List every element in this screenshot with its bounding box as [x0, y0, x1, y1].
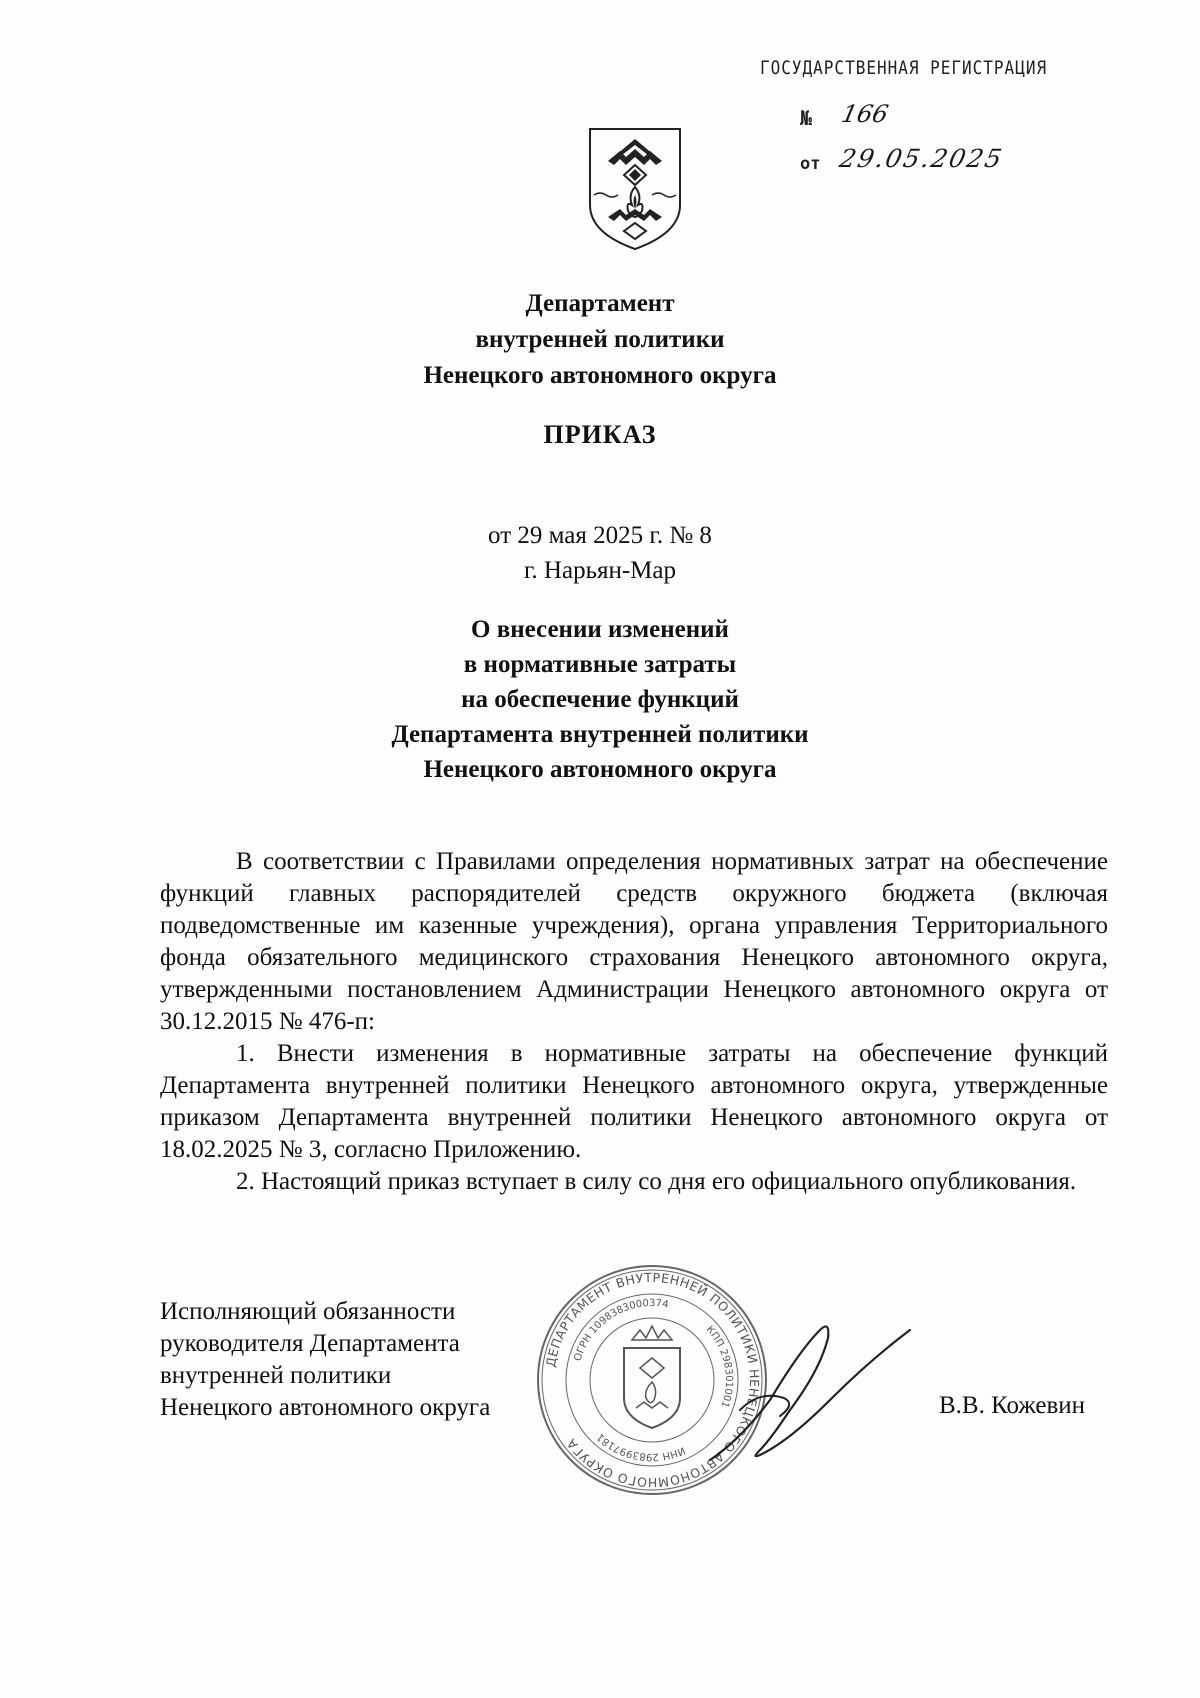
order-item-2: 2. Настоящий приказ вступает в силу со дня его официального опубликования.	[236, 1168, 1077, 1195]
department-header	[0, 286, 1200, 394]
seal-outer-text: ДЕПАРТАМЕНТ ВНУТРЕННЕЙ ПОЛИТИКИ НЕНЕЦКОГО АВТОНОМНОГО ОКРУГА	[542, 1269, 763, 1491]
document-type-title: ПРИКАЗ	[543, 420, 657, 449]
order-date-number: от 29 мая 2025 г. № 8	[488, 522, 712, 549]
order-city: г. Нарьян-Мар	[523, 557, 676, 584]
registration-date-label: от	[800, 154, 821, 174]
subject-line: О внесении изменений	[471, 616, 729, 643]
registration-number-label: №	[800, 106, 813, 130]
department-line: Ненецкого автономного округа	[423, 362, 777, 389]
seal-ogrn-text: ОГРН 1098383000374	[572, 1297, 670, 1363]
department-line: Департамент	[525, 290, 675, 317]
svg-text:ИНН 2983997181	[595, 1431, 686, 1462]
registration-title: ГОСУДАРСТВЕННАЯ РЕГИСТРАЦИЯ	[760, 56, 1048, 79]
signatory-line: Ненецкого автономного округа	[160, 1394, 491, 1421]
registration-stamp	[760, 58, 1090, 178]
subject-line: Ненецкого автономного округа	[423, 756, 777, 783]
preamble-paragraph: В соответствии с Правилами определения нормативных затрат на обеспечение функций главных распорядителей средств окружного бюджета (включая подведомственные им казенные учреждения), органа управления Территориального фонда обязательного медицинского страхования Ненецкого автономного округа, утвержденными постановлением Администрации Ненецкого автономного округа от 30.12.2015 № 476-п:	[160, 848, 1108, 1035]
signatory-name: В.В. Кожевин	[939, 1392, 1086, 1419]
subject-line: в нормативные затраты	[463, 651, 737, 678]
order-body	[160, 846, 1108, 1198]
subject-line: на обеспечение функций	[461, 686, 739, 713]
order-item-1: 1. Внести изменения в нормативные затраты на обеспечение функций Департамента внутренней политики Ненецкого автономного округа, утвержденные приказом Департамента внутренней политики Ненецкого автономного округа от 18.02.2025 № 3, согласно Приложению.	[160, 1040, 1108, 1163]
signatory-position	[160, 1296, 490, 1424]
order-meta	[0, 518, 1200, 588]
seal-inn-text: ИНН 2983997181	[595, 1430, 687, 1463]
signatory-line: Исполняющий обязанности	[160, 1298, 456, 1325]
coat-of-arms-icon	[586, 125, 684, 253]
order-subject	[0, 612, 1200, 787]
handwritten-signature	[700, 1290, 930, 1500]
seal-kpp-text: КПП 298301001	[703, 1324, 735, 1409]
subject-line: Департамента внутренней политики	[391, 721, 809, 748]
department-line: внутренней политики	[475, 326, 725, 353]
registration-number-value: 166	[839, 100, 891, 128]
signatory-line: руководителя Департамента	[160, 1330, 460, 1357]
signatory-line: внутренней политики	[160, 1362, 392, 1389]
registration-date-value: 29.05.2025	[836, 144, 1007, 173]
